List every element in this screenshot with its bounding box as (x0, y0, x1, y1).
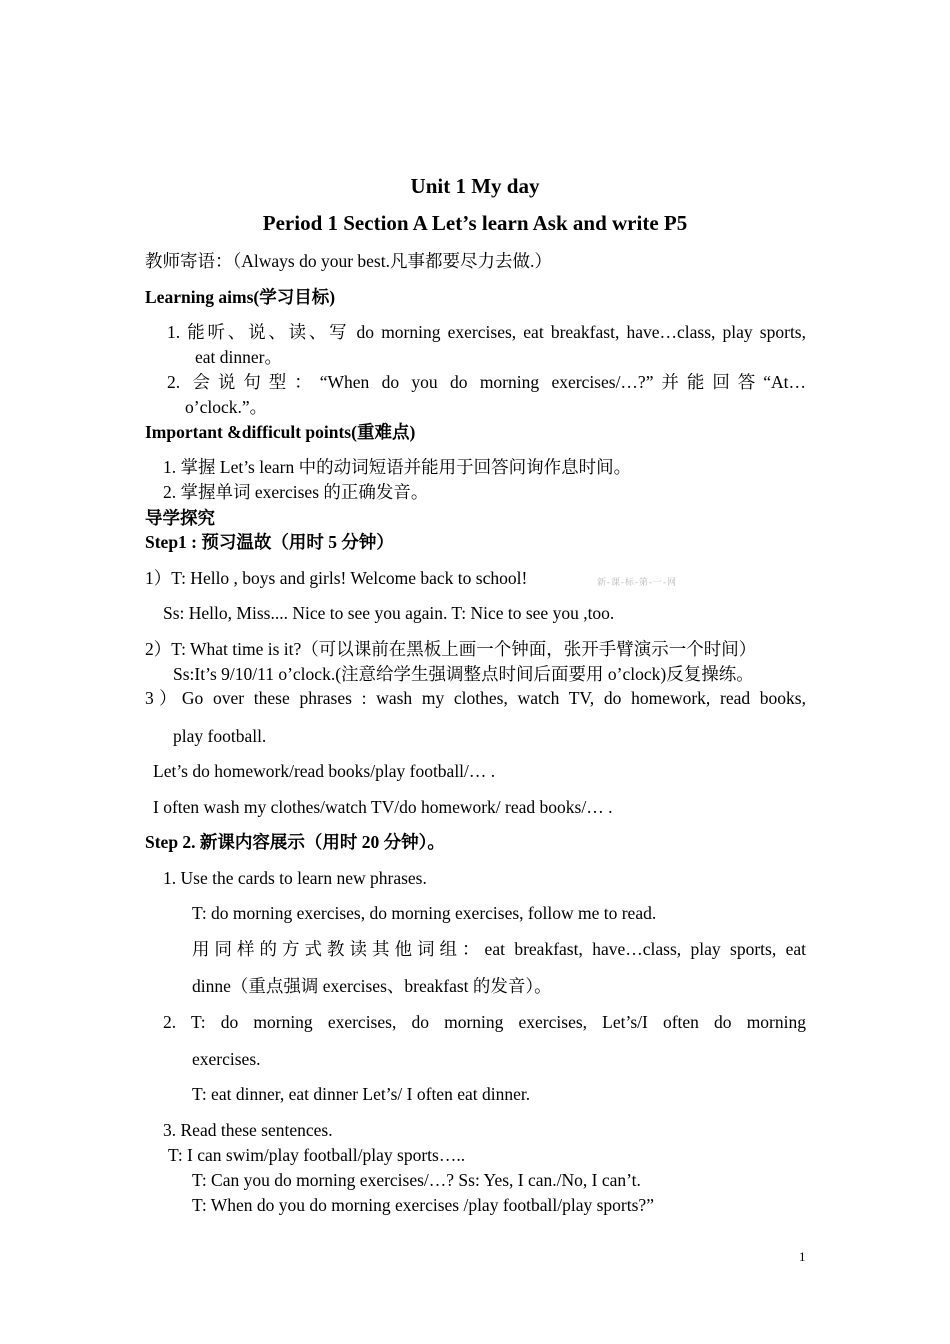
key-point-1: 1. 掌握 Let’s learn 中的动词短语并能用于回答问询作息时间。 (163, 457, 632, 477)
learning-aim-2: 2. 会说句型：“When do you do morning exercises/…?”并能回答“At… (167, 372, 806, 392)
step2-line-7: T: eat dinner, eat dinner Let’s/ I often eat dinner. (192, 1084, 531, 1104)
step2-line-6: exercises. (192, 1049, 261, 1069)
step1-heading: Step1 : 预习温故（用时 5 分钟） (145, 532, 394, 552)
step2-line-3: 用同样的方式教读其他词组：eat breakfast, have…class, play sports, eat (192, 939, 806, 959)
step1-line-5: 3）Go over these phrases : wash my clothes, watch TV, do homework, read books, (145, 688, 806, 708)
step1-line-7: Let’s do homework/read books/play football/… . (153, 761, 496, 781)
learning-aim-2-cont: o’clock.”。 (185, 397, 268, 417)
step2-line-2: T: do morning exercises, do morning exercises, follow me to read. (192, 903, 657, 923)
step2-line-4: dinne（重点强调 exercises、breakfast 的发音）。 (192, 976, 552, 996)
learning-aims-heading: Learning aims(学习目标) (145, 287, 336, 307)
page-number: 1 (799, 1249, 806, 1264)
step2-heading: Step 2. 新课内容展示（用时 20 分钟）。 (145, 832, 445, 852)
guide-heading: 导学探究 (145, 508, 215, 528)
step2-line-10: T: Can you do morning exercises/…? Ss: Yes, I can./No, I can’t. (192, 1170, 641, 1190)
learning-aim-1: 1. 能听、说、读、写 do morning exercises, eat breakfast, have…class, play sports, (167, 322, 806, 342)
watermark-text: 新-课-标-第-一-网 (597, 577, 677, 587)
key-points-heading: Important &difficult points(重难点) (145, 422, 416, 442)
step1-line-1: 1）T: Hello , boys and girls! Welcome back to school! (145, 568, 528, 588)
step2-line-9: T: I can swim/play football/play sports….. (168, 1145, 466, 1165)
step1-line-8: I often wash my clothes/watch TV/do homework/ read books/… . (153, 797, 613, 817)
teacher-motto: 教师寄语：（Always do your best.凡事都要尽力去做.） (145, 251, 552, 271)
key-point-2: 2. 掌握单词 exercises 的正确发音。 (163, 482, 429, 502)
step2-line-1: 1. Use the cards to learn new phrases. (163, 868, 427, 888)
step1-line-6: play football. (173, 726, 267, 746)
step2-line-8: 3. Read these sentences. (163, 1120, 333, 1140)
step2-line-11: T: When do you do morning exercises /play football/play sports?” (192, 1195, 654, 1215)
learning-aim-1-cont: eat dinner。 (195, 347, 282, 367)
document-title: Unit 1 My day (410, 174, 540, 198)
document-subtitle: Period 1 Section A Let’s learn Ask and write P5 (262, 211, 688, 235)
step2-line-5: 2. T: do morning exercises, do morning exercises, Let’s/I often do morning (163, 1012, 806, 1032)
step1-line-4: Ss:It’s 9/10/11 o’clock.(注意给学生强调整点时间后面要用 o’clock)反复操练。 (173, 664, 754, 684)
step1-line-3: 2）T: What time is it?（可以课前在黑板上画一个钟面，张开手臂演示一个时间） (145, 639, 757, 659)
step1-line-2: Ss: Hello, Miss.... Nice to see you again. T: Nice to see you ,too. (163, 603, 615, 623)
